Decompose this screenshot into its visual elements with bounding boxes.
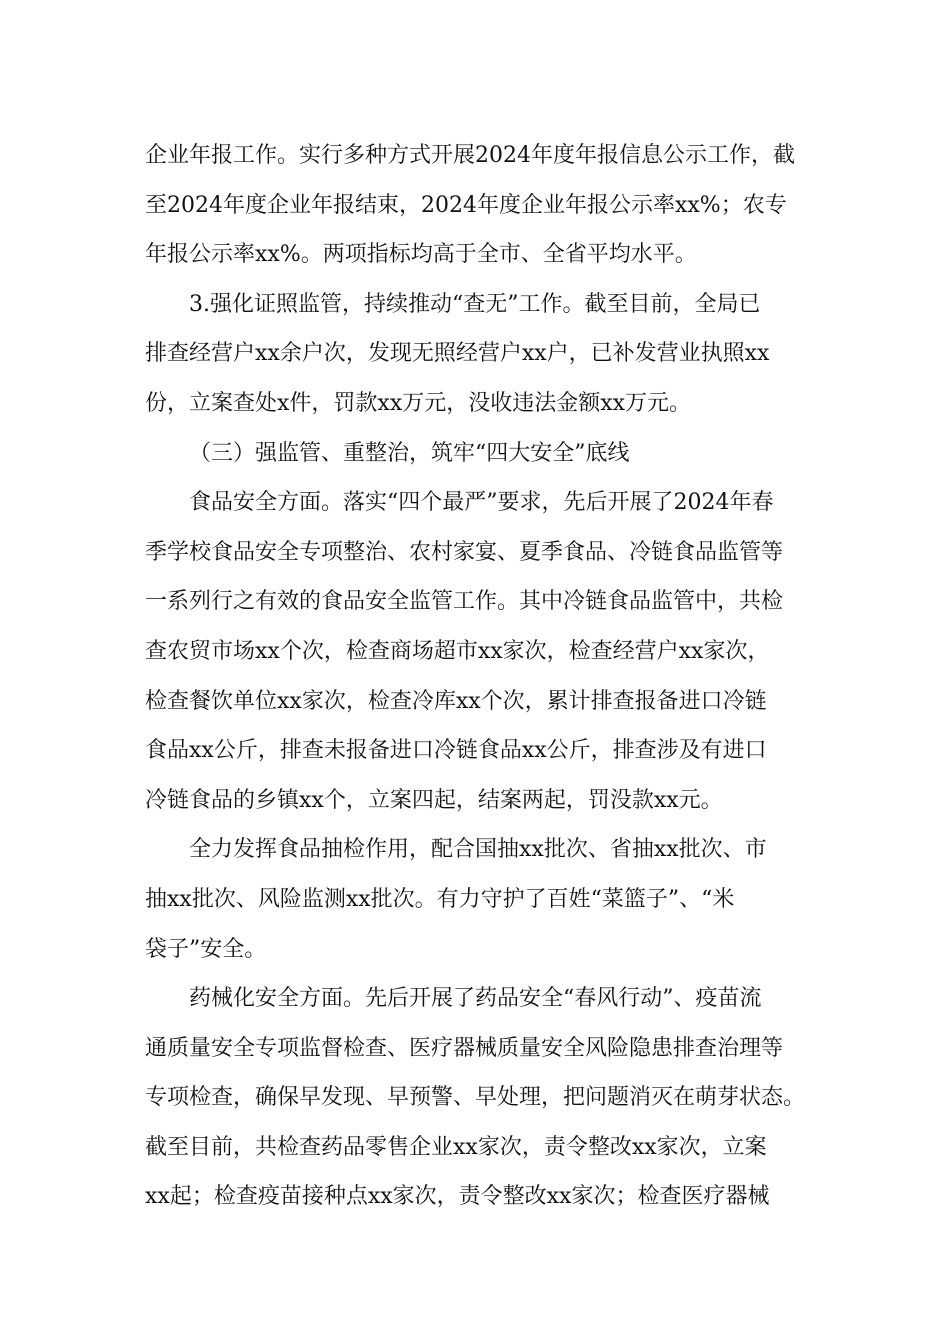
section-heading-text: （三）强监管、重整治，筑牢“四大安全”底线 (189, 440, 630, 466)
text-line: 抽xx批次、风险监测xx批次。有力守护了百姓“菜篮子”、“米 (145, 886, 735, 912)
document-body (145, 131, 825, 1222)
text-line: 一系列行之有效的食品安全监管工作。其中冷链食品监管中，共检 (145, 589, 784, 615)
text-line: 药械化安全方面。先后开展了药品安全“春风行动”、疫苗流 (189, 986, 762, 1012)
text-line: 通质量安全专项监督检查、医疗器械质量安全风险隐患排查治理等 (145, 1035, 784, 1061)
text-line: 食品xx公斤，排查未报备进口冷链食品xx公斤，排查涉及有进口 (145, 738, 767, 764)
text-line: 全力发挥食品抽检作用，配合国抽xx批次、省抽xx批次、市 (189, 837, 767, 863)
text-line: 查农贸市场xx个次，检查商场超市xx家次，检查经营户xx家次， (145, 638, 770, 664)
text-line: 排查经营户xx余户次，发现无照经营户xx户，已补发营业执照xx (145, 341, 770, 367)
paragraph-sampling-inspection (145, 825, 825, 974)
text-line: 截至目前，共检查药品零售企业xx家次，责令整改xx家次，立案 (145, 1134, 767, 1160)
text-line: 袋子”安全。 (145, 936, 267, 962)
section-heading (145, 429, 825, 479)
text-line: 食品安全方面。落实“四个最严”要求，先后开展了2024年春 (189, 490, 774, 516)
text-line: 年报公示率xx%。两项指标均高于全市、全省平均水平。 (145, 242, 697, 268)
paragraph-food-safety (145, 478, 825, 825)
text-line: 冷链食品的乡镇xx个，立案四起，结案两起，罚没款xx元。 (145, 787, 723, 813)
paragraph-annual-report (145, 131, 825, 280)
paragraph-drug-device-safety (145, 974, 825, 1222)
text-line: 企业年报工作。实行多种方式开展2024年度年报信息公示工作，截 (145, 143, 795, 168)
text-line: xx起；检查疫苗接种点xx家次，责令整改xx家次；检查医疗器械 (145, 1184, 770, 1210)
paragraph-license-supervision (145, 280, 825, 429)
text-line: 检查餐饮单位xx家次，检查冷库xx个次，累计排查报备进口冷链 (145, 688, 767, 714)
text-line: 至2024年度企业年报结束，2024年度企业年报公示率xx%；农专 (145, 192, 787, 218)
text-line: 专项检查，确保早发现、早预警、早处理，把问题消灭在萌芽状态。 (145, 1085, 806, 1111)
text-line: 季学校食品安全专项整治、农村家宴、夏季食品、冷链食品监管等 (145, 539, 784, 565)
text-line: 3.强化证照监管，持续推动“查无”工作。截至目前，全局已 (189, 291, 761, 317)
text-line: 份，立案查处x件，罚款xx万元，没收违法金额xx万元。 (145, 390, 692, 416)
